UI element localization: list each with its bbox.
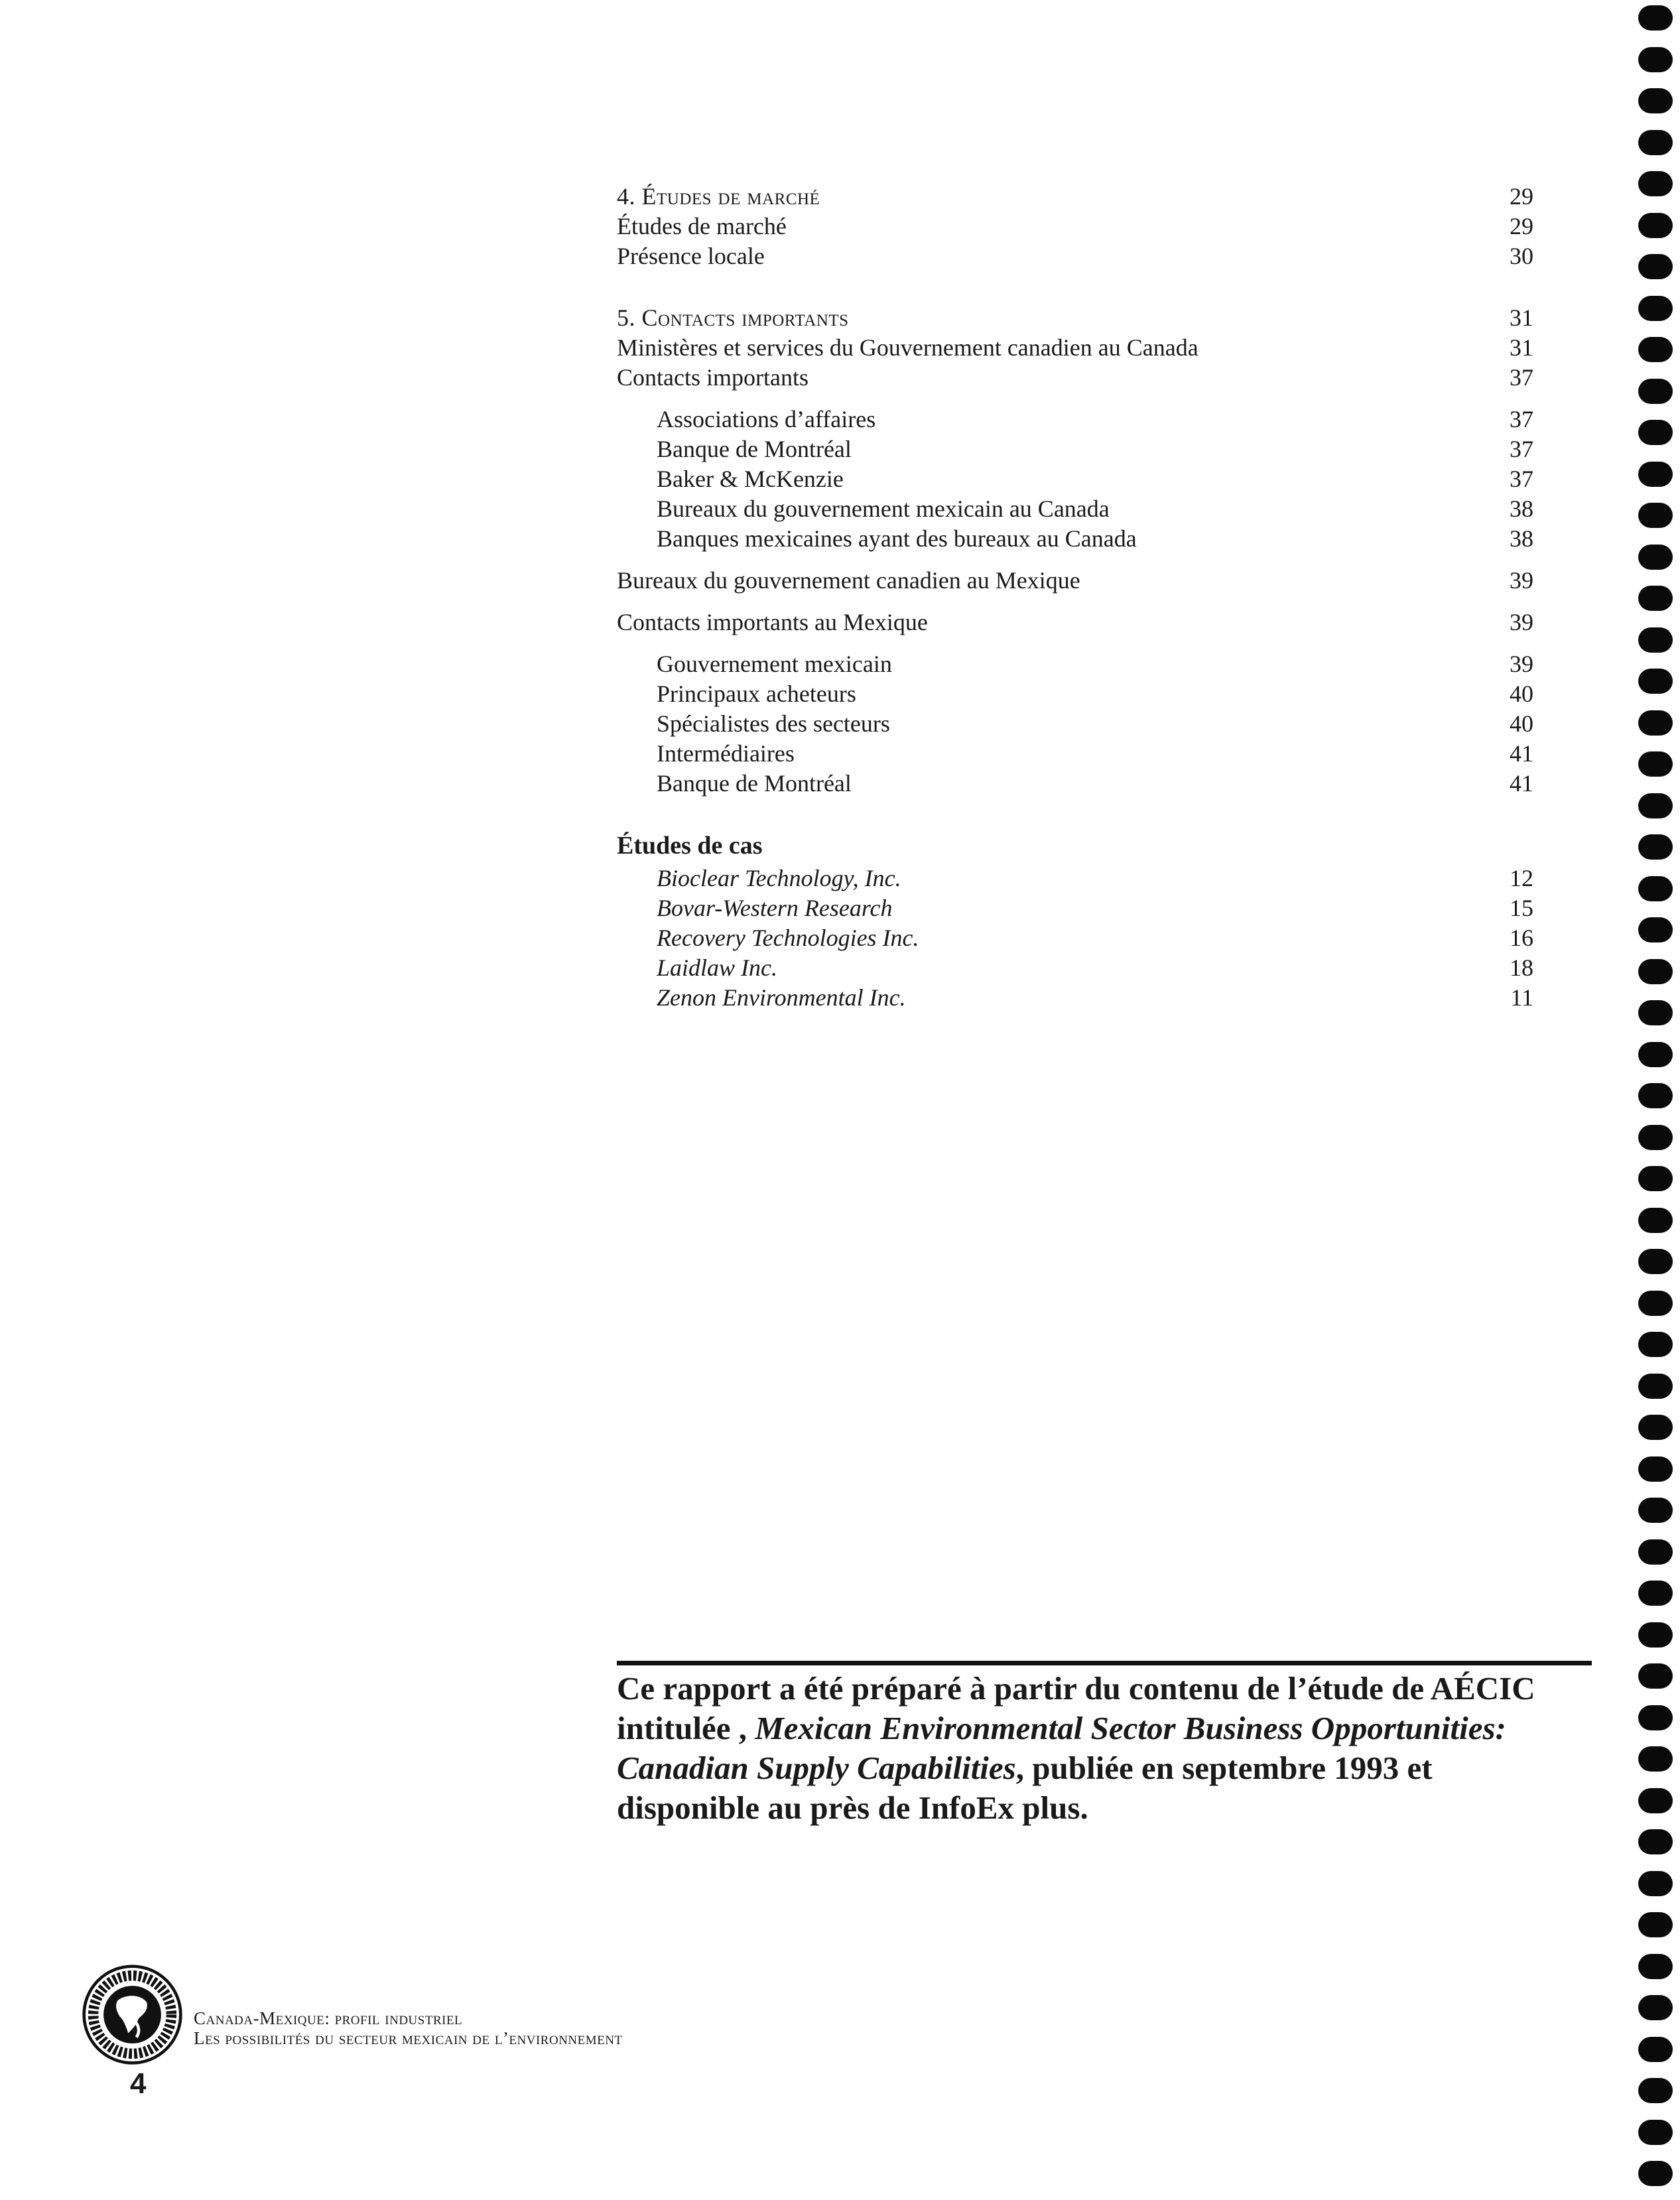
toc-entry-title: Contacts importants <box>617 364 808 391</box>
toc-entry-title: Ministères et services du Gouvernement canadien au Canada <box>617 334 1198 361</box>
binding-hole <box>1638 2078 1673 2103</box>
binding-hole <box>1638 1663 1673 1689</box>
binding-hole <box>1638 1788 1673 1813</box>
binding-hole <box>1638 1208 1673 1233</box>
toc-entry-title: Bureaux du gouvernement canadien au Mexique <box>617 567 1080 594</box>
binding-hole <box>1638 337 1673 362</box>
binding-hole <box>1638 1415 1673 1440</box>
binding-hole <box>1638 171 1673 196</box>
toc-entry-title: Baker & McKenzie <box>657 466 844 492</box>
toc-spacer <box>617 393 1533 405</box>
case-study-title: Laidlaw Inc. <box>657 954 778 981</box>
toc-entry-page: 41 <box>1510 740 1533 767</box>
binding-hole <box>1638 1166 1673 1191</box>
toc-entry-page: 37 <box>1510 406 1533 432</box>
toc-entry <box>617 739 1533 769</box>
binding-hole <box>1638 1291 1673 1316</box>
binding-hole <box>1638 710 1673 736</box>
binding-hole <box>1638 2161 1673 2186</box>
toc-section-heading <box>617 303 1533 333</box>
toc-entry-page: 41 <box>1510 770 1533 797</box>
case-study-page: 11 <box>1510 984 1533 1011</box>
toc-entry <box>617 649 1533 679</box>
north-america-seal-icon <box>81 1963 184 2066</box>
case-study-entry <box>617 983 1533 1013</box>
binding-hole <box>1638 1995 1673 2020</box>
binding-hole <box>1638 420 1673 445</box>
toc-entry-page: 39 <box>1510 567 1533 594</box>
table-of-contents <box>617 182 1533 1013</box>
binding-hole <box>1638 1374 1673 1399</box>
toc-entry-page: 37 <box>1510 436 1533 462</box>
footer-line-2: Les possibilités du secteur mexicain de l’environnement <box>194 2028 623 2048</box>
toc-entry <box>617 212 1533 241</box>
binding-hole <box>1638 545 1673 570</box>
note-text-end: , publiée en septembre 1993 et disponible au près de InfoEx plus. <box>617 1750 1433 1826</box>
toc-entry-title: Banques mexicaines ayant des bureaux au Canada <box>657 525 1137 552</box>
binding-hole <box>1638 213 1673 238</box>
toc-entry-title: 4. Études de marché <box>617 183 820 210</box>
binding-hole <box>1638 47 1673 72</box>
binding-hole <box>1638 5 1673 31</box>
toc-entry-page: 37 <box>1510 364 1533 391</box>
toc-entry <box>617 608 1533 637</box>
toc-entry-page: 40 <box>1510 680 1533 707</box>
case-study-page: 12 <box>1510 865 1533 891</box>
binding-hole <box>1638 627 1673 653</box>
binding-hole <box>1638 793 1673 818</box>
binding-hole <box>1638 1332 1673 1357</box>
toc-entry-page: 39 <box>1510 651 1533 677</box>
case-studies-heading: Études de cas <box>617 832 763 860</box>
case-study-page: 16 <box>1510 925 1533 951</box>
toc-section-heading <box>617 182 1533 212</box>
toc-entry-title: Études de marché <box>617 213 787 239</box>
toc-entry-page: 38 <box>1510 495 1533 522</box>
toc-entry-page: 37 <box>1510 466 1533 492</box>
binding-hole <box>1638 503 1673 528</box>
binding-hole <box>1638 1249 1673 1274</box>
toc-entry-page: 29 <box>1510 183 1533 210</box>
binding-hole <box>1638 379 1673 404</box>
footer-line-1: Canada-Mexique: profil industriel <box>194 2008 463 2028</box>
toc-entry-title: Spécialistes des secteurs <box>657 710 890 737</box>
source-note <box>617 1669 1572 1828</box>
binding-hole <box>1638 1539 1673 1565</box>
case-study-title: Bovar-Western Research <box>657 895 893 921</box>
binding-hole <box>1638 959 1673 984</box>
toc-entry-page: 31 <box>1510 334 1533 361</box>
binding-hole <box>1638 1456 1673 1482</box>
toc-entry-page: 29 <box>1510 213 1533 239</box>
binding-hole <box>1638 586 1673 611</box>
binding-hole <box>1638 1871 1673 1896</box>
toc-entry-title: Banque de Montréal <box>657 770 852 797</box>
toc-entry-title: Intermédiaires <box>657 740 795 767</box>
toc-entry <box>617 464 1533 494</box>
case-study-page: 18 <box>1510 954 1533 981</box>
toc-entry <box>617 405 1533 434</box>
toc-entry-title: Bureaux du gouvernement mexicain au Canada <box>657 495 1110 522</box>
toc-entry <box>617 363 1533 393</box>
binding-hole <box>1638 1912 1673 1937</box>
toc-entry <box>617 494 1533 524</box>
toc-entry-title: Contacts importants au Mexique <box>617 609 928 635</box>
toc-entry <box>617 241 1533 271</box>
binding-hole <box>1638 254 1673 279</box>
toc-entry <box>617 679 1533 709</box>
note-divider <box>617 1661 1592 1665</box>
binding-hole <box>1638 88 1673 113</box>
binding-hole <box>1638 1622 1673 1648</box>
binding-hole <box>1638 1083 1673 1108</box>
toc-entry <box>617 333 1533 363</box>
case-study-entry <box>617 923 1533 953</box>
toc-entry <box>617 769 1533 799</box>
toc-entry-title: Principaux acheteurs <box>657 680 856 707</box>
case-study-title: Bioclear Technology, Inc. <box>657 865 901 891</box>
binding-hole <box>1638 751 1673 777</box>
toc-entry <box>617 524 1533 554</box>
binding-hole <box>1638 1829 1673 1854</box>
toc-entry <box>617 709 1533 739</box>
case-study-page: 15 <box>1510 895 1533 921</box>
binding-hole <box>1638 462 1673 487</box>
binding-hole <box>1638 296 1673 321</box>
case-study-title: Zenon Environmental Inc. <box>657 984 906 1011</box>
toc-entry <box>617 434 1533 464</box>
note-text-start: Ce rapport a été préparé à partir du contenu de l’étude de AÉCIC intitulée , <box>617 1670 1535 1746</box>
toc-entry-title: Associations d’affaires <box>657 406 876 432</box>
binding-hole <box>1638 1498 1673 1523</box>
toc-entry-page: 30 <box>1510 243 1533 269</box>
binding-hole <box>1638 1125 1673 1150</box>
toc-entry <box>617 566 1533 596</box>
toc-entry-page: 40 <box>1510 710 1533 737</box>
note-study-title: Mexican Environmental Sector Business Opportunities: Canadian Supply Capabilities <box>617 1710 1506 1786</box>
binding-hole <box>1638 1000 1673 1025</box>
binding-hole <box>1638 917 1673 942</box>
case-study-entry <box>617 893 1533 923</box>
binding-hole <box>1638 1705 1673 1730</box>
binding-hole <box>1638 669 1673 694</box>
binding-hole <box>1638 2120 1673 2145</box>
toc-entry-title: Gouvernement mexicain <box>657 651 892 677</box>
page-number: 4 <box>130 2067 147 2100</box>
binding-hole <box>1638 1581 1673 1606</box>
binding-holes <box>1638 0 1680 2200</box>
footer-title <box>194 2008 623 2048</box>
toc-spacer <box>617 554 1533 566</box>
case-study-entry <box>617 953 1533 983</box>
binding-hole <box>1638 1042 1673 1067</box>
binding-hole <box>1638 1954 1673 1979</box>
binding-hole <box>1638 876 1673 901</box>
binding-hole <box>1638 1746 1673 1772</box>
toc-entry-page: 39 <box>1510 609 1533 635</box>
toc-entry-title: Banque de Montréal <box>657 436 852 462</box>
toc-entry-title: Présence locale <box>617 243 765 269</box>
binding-hole <box>1638 2037 1673 2062</box>
case-study-entry <box>617 864 1533 893</box>
binding-hole <box>1638 834 1673 860</box>
toc-entry-page: 31 <box>1510 304 1533 331</box>
toc-entry-title: 5. Contacts importants <box>617 304 849 331</box>
case-study-title: Recovery Technologies Inc. <box>657 925 919 951</box>
toc-entry-page: 38 <box>1510 525 1533 552</box>
binding-hole <box>1638 130 1673 155</box>
toc-spacer <box>617 596 1533 608</box>
toc-spacer <box>617 637 1533 649</box>
